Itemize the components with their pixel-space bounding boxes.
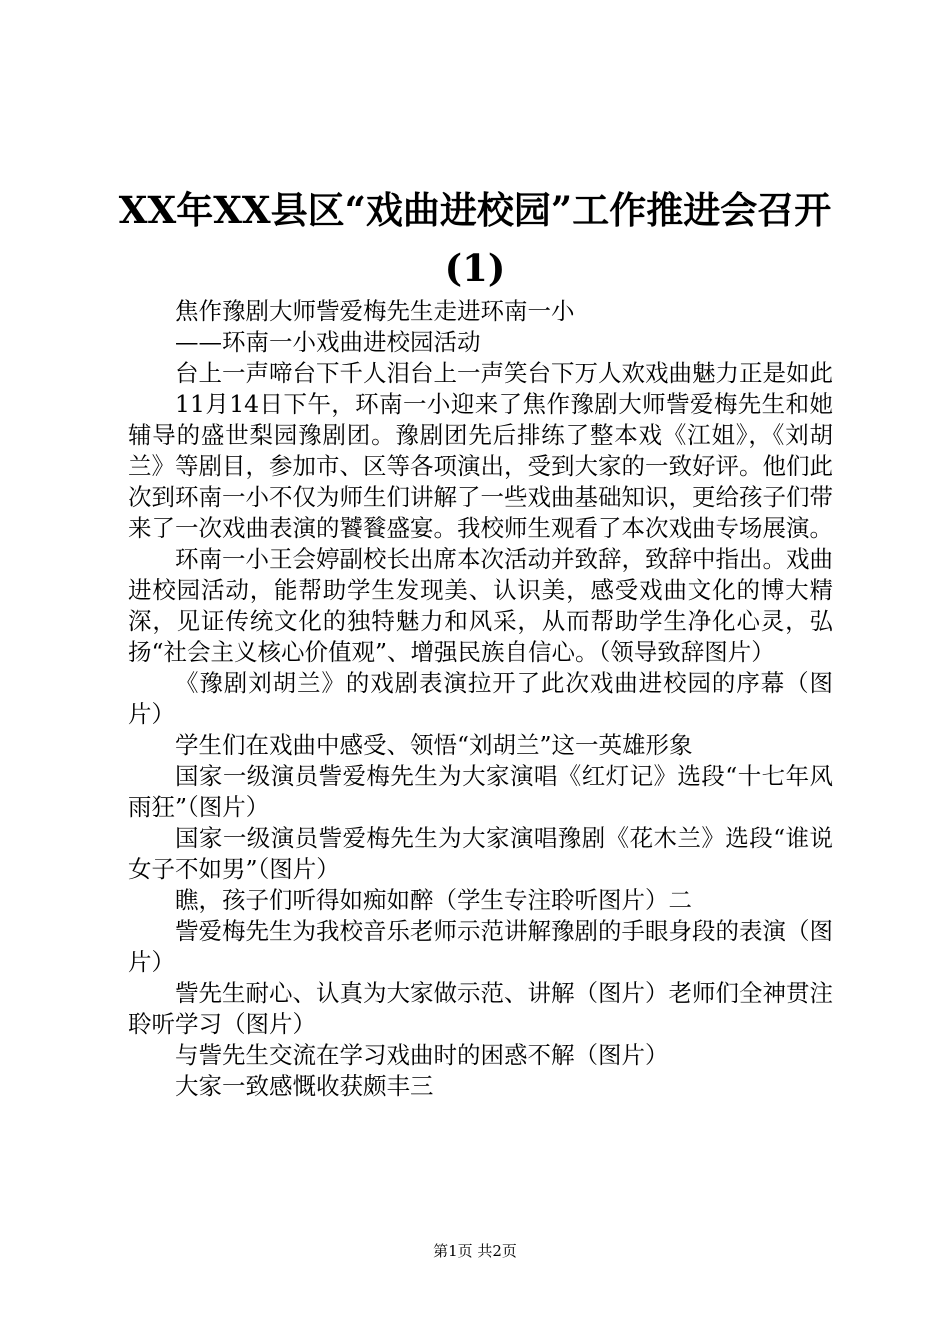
paragraph: 大家一致感慨收获颇丰三: [175, 1072, 434, 1100]
paragraph: 訾先生耐心、认真为大家做示范、讲解（图片）老师们全神贯注聆听学习（图片）: [128, 979, 833, 1038]
paragraph: 台上一声啼台下千人泪台上一声笑台下万人欢戏曲魅力正是如此: [175, 359, 833, 387]
paragraph-subheading: ——环南一小戏曲进校园活动: [175, 328, 481, 356]
document-title-suffix: (1): [444, 246, 506, 290]
paragraph: 訾爱梅先生为我校音乐老师示范讲解豫剧的手眼身段的表演（图片）: [128, 917, 833, 976]
paragraph: 《豫剧刘胡兰》的戏剧表演拉开了此次戏曲进校园的序幕（图片）: [128, 669, 833, 728]
page-footer: 第1页 共2页: [433, 1242, 517, 1260]
paragraph: 国家一级演员訾爱梅先生为大家演唱《红灯记》选段“十七年风雨狂”（图片）: [128, 762, 833, 821]
paragraph: 11月14日下午，环南一小迎来了焦作豫剧大师訾爱梅先生和她辅导的盛世梨园豫剧团。豫剧团先后排练了整本戏《江姐》，《刘胡兰》等剧目，参加市、区等各项演出，受到大家的一致好评。他们此次到环南一小不仅为师生们讲解了一些戏曲基础知识，更给孩子们带来了一次戏曲表演的饕餮盛宴。我校师生观看了本次戏曲专场展演。: [128, 390, 833, 542]
paragraph: 瞧，孩子们听得如痴如醉（学生专注聆听图片）二: [175, 886, 692, 914]
paragraph-subtitle: 焦作豫剧大师訾爱梅先生走进环南一小: [175, 297, 575, 325]
paragraph: 环南一小王会婷副校长出席本次活动并致辞，致辞中指出。戏曲进校园活动，能帮助学生发现美、认识美，感受戏曲文化的博大精深，见证传统文化的独特魅力和风采，从而帮助学生净化心灵，弘扬“社会主义核心价值观”、增强民族自信心。（领导致辞图片）: [128, 545, 833, 666]
paragraph: 学生们在戏曲中感受、领悟“刘胡兰”这一英雄形象: [175, 731, 693, 759]
paragraph: 与訾先生交流在学习戏曲时的困惑不解（图片）: [175, 1041, 669, 1069]
document-body: [128, 296, 833, 1102]
paragraph: 国家一级演员訾爱梅先生为大家演唱豫剧《花木兰》选段“谁说女子不如男”（图片）: [128, 824, 833, 883]
document-title: XX年XX县区“戏曲进校园”工作推进会召开: [118, 188, 832, 232]
